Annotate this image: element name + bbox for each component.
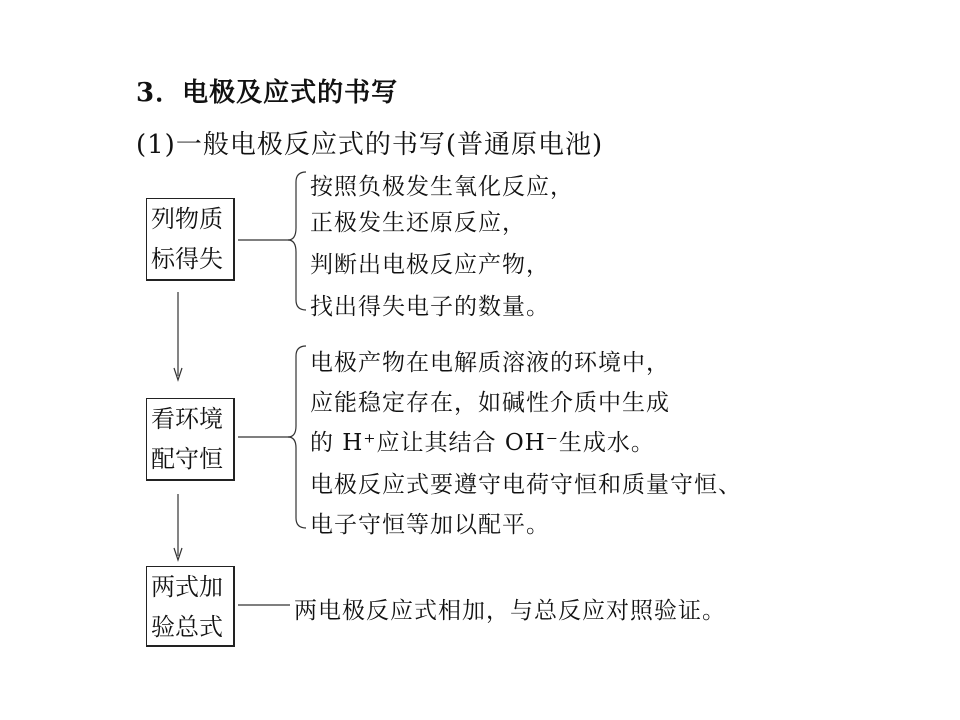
subsection-heading: (1)一般电极反应式的书写(普通原电池) bbox=[136, 130, 604, 160]
brace-2 bbox=[288, 346, 306, 528]
step-box-3-line-2: 验总式 bbox=[151, 613, 223, 641]
step-3-text-1: 两电极反应式相加，与总反应对照验证。 bbox=[294, 598, 726, 624]
step-2-text-3: 的 H⁺应让其结合 OH⁻生成水。 bbox=[310, 430, 655, 456]
step-1-text-3: 判断出电极反应产物， bbox=[310, 252, 550, 278]
step-box-2-line-2: 配守恒 bbox=[151, 445, 223, 473]
step-box-2-line-1: 看环境 bbox=[151, 405, 223, 433]
step-1-text-1: 按照负极发生氧化反应， bbox=[310, 174, 574, 200]
step-2-text-2: 应能稳定存在，如碱性介质中生成 bbox=[310, 390, 670, 416]
step-2-text-4: 电极反应式要遵守电荷守恒和质量守恒、 bbox=[310, 472, 742, 498]
step-box-1-line-2: 标得失 bbox=[151, 245, 223, 273]
step-2-text-5: 电子守恒等加以配平。 bbox=[310, 512, 550, 538]
brace-1 bbox=[288, 172, 306, 310]
step-box-1-line-1: 列物质 bbox=[151, 205, 223, 233]
step-2-text-1: 电极产物在电解质溶液的环境中， bbox=[310, 350, 670, 376]
step-box-3-line-1: 两式加 bbox=[151, 573, 223, 601]
section-heading: 3．电极及应式的书写 bbox=[136, 78, 399, 108]
step-1-text-2: 正极发生还原反应， bbox=[310, 210, 526, 236]
step-1-text-4: 找出得失电子的数量。 bbox=[310, 294, 550, 320]
